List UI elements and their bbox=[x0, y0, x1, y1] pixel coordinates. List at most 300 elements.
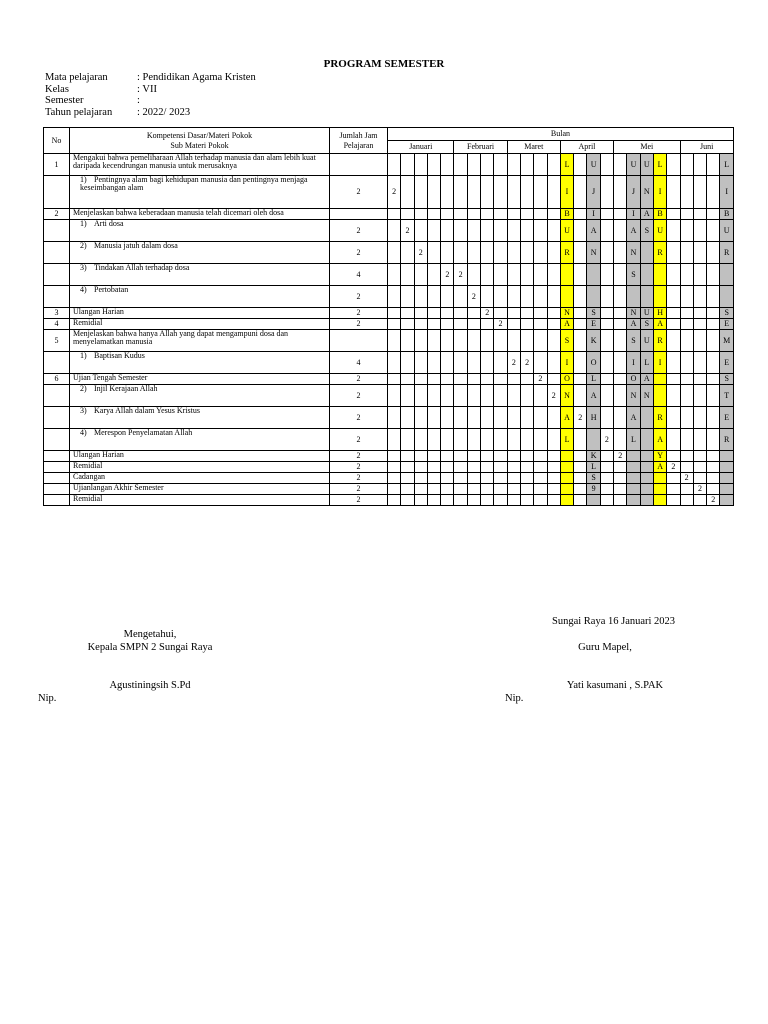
jam-cell: 2 bbox=[330, 495, 388, 506]
week-cell bbox=[547, 154, 560, 176]
week-cell bbox=[600, 385, 613, 407]
week-cell bbox=[667, 451, 680, 462]
calendar-letter-cell bbox=[653, 495, 666, 506]
calendar-letter-cell bbox=[640, 242, 653, 264]
week-cell bbox=[401, 209, 414, 220]
week-cell bbox=[494, 220, 507, 242]
allocated-hours-cell: 2 bbox=[401, 220, 414, 242]
week-cell bbox=[547, 209, 560, 220]
row-number: 4 bbox=[44, 319, 70, 330]
week-cell bbox=[467, 407, 480, 429]
week-cell bbox=[481, 374, 494, 385]
week-cell bbox=[693, 473, 706, 484]
allocated-hours-cell: 2 bbox=[494, 319, 507, 330]
week-cell bbox=[427, 451, 440, 462]
week-cell bbox=[481, 451, 494, 462]
week-cell bbox=[520, 176, 533, 209]
week-cell bbox=[667, 209, 680, 220]
week-cell bbox=[600, 352, 613, 374]
info-row-class bbox=[45, 84, 256, 96]
week-cell bbox=[467, 330, 480, 352]
calendar-letter-cell: N bbox=[640, 385, 653, 407]
week-cell bbox=[707, 154, 720, 176]
row-number bbox=[44, 385, 70, 407]
week-cell bbox=[507, 286, 520, 308]
signature-acknowledged: Mengetahui, bbox=[123, 629, 177, 640]
week-cell bbox=[600, 374, 613, 385]
row-number: 3 bbox=[44, 308, 70, 319]
row-number: 6 bbox=[44, 374, 70, 385]
calendar-letter-cell: T bbox=[720, 385, 734, 407]
week-cell bbox=[600, 319, 613, 330]
week-cell bbox=[494, 209, 507, 220]
sub-number: 1) bbox=[80, 175, 87, 184]
week-cell bbox=[520, 407, 533, 429]
calendar-letter-cell: A bbox=[627, 220, 640, 242]
allocated-hours-cell: 2 bbox=[680, 473, 693, 484]
week-cell bbox=[414, 154, 427, 176]
week-cell bbox=[680, 154, 693, 176]
calendar-letter-cell bbox=[640, 429, 653, 451]
week-cell bbox=[534, 451, 547, 462]
sub-number: 4) bbox=[80, 285, 87, 294]
info-row-subject bbox=[45, 72, 256, 84]
week-cell bbox=[614, 462, 627, 473]
week-cell bbox=[414, 385, 427, 407]
calendar-letter-cell: S bbox=[560, 330, 573, 352]
week-cell bbox=[401, 407, 414, 429]
week-cell bbox=[680, 374, 693, 385]
week-cell bbox=[534, 462, 547, 473]
week-cell bbox=[707, 462, 720, 473]
week-cell bbox=[707, 451, 720, 462]
week-cell bbox=[494, 473, 507, 484]
week-cell bbox=[388, 209, 401, 220]
week-cell bbox=[467, 242, 480, 264]
week-cell bbox=[507, 462, 520, 473]
week-cell bbox=[414, 330, 427, 352]
jam-cell: 4 bbox=[330, 264, 388, 286]
week-cell bbox=[467, 352, 480, 374]
calendar-letter-cell bbox=[640, 407, 653, 429]
sub-materi-cell bbox=[70, 220, 330, 242]
week-cell bbox=[507, 407, 520, 429]
week-cell bbox=[507, 429, 520, 451]
jam-cell bbox=[330, 330, 388, 352]
week-cell bbox=[614, 484, 627, 495]
week-cell bbox=[427, 154, 440, 176]
week-cell bbox=[520, 154, 533, 176]
week-cell bbox=[680, 429, 693, 451]
calendar-letter-cell: L bbox=[587, 462, 600, 473]
week-cell bbox=[441, 330, 454, 352]
allocated-hours-cell: 2 bbox=[388, 176, 401, 209]
row-text: Ujianlangan Akhir Semester bbox=[73, 483, 164, 492]
week-cell bbox=[680, 220, 693, 242]
calendar-letter-cell bbox=[653, 385, 666, 407]
week-cell bbox=[667, 385, 680, 407]
calendar-letter-cell: A bbox=[653, 462, 666, 473]
week-cell bbox=[600, 286, 613, 308]
header-jam-line2: Pelajaran bbox=[343, 140, 374, 150]
week-cell bbox=[693, 319, 706, 330]
sub-materi-cell bbox=[70, 286, 330, 308]
week-cell bbox=[388, 154, 401, 176]
week-cell bbox=[693, 495, 706, 506]
calendar-letter-cell bbox=[640, 286, 653, 308]
week-cell bbox=[441, 473, 454, 484]
calendar-letter-cell bbox=[627, 484, 640, 495]
table-row bbox=[44, 374, 734, 385]
week-cell bbox=[494, 154, 507, 176]
row-text: Pertobatan bbox=[94, 285, 129, 294]
calendar-letter-cell: Y bbox=[653, 451, 666, 462]
week-cell bbox=[547, 286, 560, 308]
week-cell bbox=[574, 352, 587, 374]
week-cell bbox=[600, 176, 613, 209]
allocated-hours-cell: 2 bbox=[481, 308, 494, 319]
week-cell bbox=[693, 242, 706, 264]
week-cell bbox=[441, 451, 454, 462]
week-cell bbox=[667, 220, 680, 242]
week-cell bbox=[441, 154, 454, 176]
row-number bbox=[44, 242, 70, 264]
week-cell bbox=[441, 462, 454, 473]
jam-cell: 2 bbox=[330, 374, 388, 385]
week-cell bbox=[467, 308, 480, 319]
week-cell bbox=[707, 264, 720, 286]
week-cell bbox=[388, 473, 401, 484]
week-cell bbox=[441, 209, 454, 220]
signature-teacher-name: Yati kasumani , S.PAK bbox=[566, 680, 664, 691]
row-text: Mengakui bahwa pemeliharaan Allah terhadap manusia dan alam lebih kuat daripada kecendrungan manusia untuk merusaknya bbox=[73, 153, 316, 171]
week-cell bbox=[507, 220, 520, 242]
row-number bbox=[44, 473, 70, 484]
row-text: Menjelaskan bahwa hanya Allah yang dapat mengampuni dosa dan menyelamatkan manusia bbox=[73, 329, 289, 347]
week-cell bbox=[520, 242, 533, 264]
signature-principal-nip: Nip. bbox=[38, 693, 57, 704]
week-cell bbox=[441, 385, 454, 407]
kompetensi-cell bbox=[70, 209, 330, 220]
week-cell bbox=[547, 242, 560, 264]
week-cell bbox=[427, 308, 440, 319]
calendar-letter-cell bbox=[587, 264, 600, 286]
week-cell bbox=[494, 429, 507, 451]
week-cell bbox=[401, 473, 414, 484]
kompetensi-cell bbox=[70, 308, 330, 319]
calendar-letter-cell bbox=[653, 286, 666, 308]
calendar-letter-cell: E bbox=[587, 319, 600, 330]
calendar-letter-cell bbox=[720, 286, 734, 308]
row-text: Pentingnya alam bagi kehidupan manusia dan pentingnya menjaga keseimbangan alam bbox=[80, 175, 308, 193]
calendar-letter-cell: U bbox=[587, 154, 600, 176]
signature-place-date: Sungai Raya 16 Januari 2023 bbox=[552, 616, 676, 627]
sub-materi-cell bbox=[70, 242, 330, 264]
week-cell bbox=[441, 308, 454, 319]
kompetensi-cell bbox=[70, 374, 330, 385]
calendar-letter-cell: B bbox=[560, 209, 573, 220]
week-cell bbox=[574, 374, 587, 385]
row-number bbox=[44, 264, 70, 286]
kompetensi-cell bbox=[70, 451, 330, 462]
week-cell bbox=[388, 220, 401, 242]
week-cell bbox=[401, 495, 414, 506]
calendar-letter-cell: R bbox=[560, 242, 573, 264]
week-cell bbox=[481, 209, 494, 220]
week-cell bbox=[401, 264, 414, 286]
calendar-letter-cell: N bbox=[560, 308, 573, 319]
row-number bbox=[44, 429, 70, 451]
week-cell bbox=[534, 220, 547, 242]
week-cell bbox=[481, 352, 494, 374]
week-cell bbox=[534, 407, 547, 429]
week-cell bbox=[427, 330, 440, 352]
week-cell bbox=[401, 154, 414, 176]
calendar-letter-cell bbox=[560, 451, 573, 462]
week-cell bbox=[574, 385, 587, 407]
week-cell bbox=[600, 242, 613, 264]
calendar-letter-cell bbox=[720, 451, 734, 462]
week-cell bbox=[454, 374, 467, 385]
info-label: Mata pelajaran bbox=[45, 72, 108, 83]
week-cell bbox=[547, 407, 560, 429]
calendar-letter-cell: A bbox=[560, 319, 573, 330]
week-cell bbox=[547, 484, 560, 495]
week-cell bbox=[547, 352, 560, 374]
row-text: Remidial bbox=[73, 494, 103, 503]
week-cell bbox=[507, 473, 520, 484]
calendar-letter-cell bbox=[640, 473, 653, 484]
subject-info bbox=[45, 72, 256, 118]
week-cell bbox=[614, 352, 627, 374]
week-cell bbox=[667, 308, 680, 319]
week-cell bbox=[614, 209, 627, 220]
allocated-hours-cell: 2 bbox=[414, 242, 427, 264]
week-cell bbox=[600, 462, 613, 473]
week-cell bbox=[707, 385, 720, 407]
calendar-letter-cell: H bbox=[587, 407, 600, 429]
week-cell bbox=[667, 374, 680, 385]
table-row bbox=[44, 209, 734, 220]
jam-cell: 2 bbox=[330, 407, 388, 429]
jam-cell: 2 bbox=[330, 220, 388, 242]
week-cell bbox=[534, 308, 547, 319]
week-cell bbox=[401, 462, 414, 473]
week-cell bbox=[454, 319, 467, 330]
document-title: PROGRAM SEMESTER bbox=[323, 58, 445, 70]
table-row bbox=[44, 407, 734, 429]
week-cell bbox=[494, 330, 507, 352]
week-cell bbox=[414, 484, 427, 495]
week-cell bbox=[388, 407, 401, 429]
week-cell bbox=[520, 264, 533, 286]
calendar-letter-cell bbox=[640, 451, 653, 462]
week-cell bbox=[600, 495, 613, 506]
week-cell bbox=[414, 220, 427, 242]
week-cell bbox=[481, 286, 494, 308]
week-cell bbox=[414, 209, 427, 220]
week-cell bbox=[467, 319, 480, 330]
table-row bbox=[44, 242, 734, 264]
calendar-letter-cell: I bbox=[627, 209, 640, 220]
sub-number: 1) bbox=[80, 219, 87, 228]
sub-materi-cell bbox=[70, 176, 330, 209]
info-value bbox=[137, 95, 140, 107]
calendar-letter-cell: L bbox=[560, 429, 573, 451]
signature-principal-name: Agustiningsih S.Pd bbox=[109, 680, 191, 691]
sub-number: 3) bbox=[80, 406, 87, 415]
week-cell bbox=[534, 209, 547, 220]
info-value: : VII bbox=[137, 84, 157, 96]
sub-materi-cell bbox=[70, 352, 330, 374]
week-cell bbox=[547, 462, 560, 473]
week-cell bbox=[481, 385, 494, 407]
week-cell bbox=[667, 429, 680, 451]
week-cell bbox=[481, 495, 494, 506]
info-label: Semester bbox=[45, 95, 84, 106]
jam-cell: 2 bbox=[330, 319, 388, 330]
calendar-letter-cell: 9 bbox=[587, 484, 600, 495]
week-cell bbox=[520, 286, 533, 308]
week-cell bbox=[534, 495, 547, 506]
calendar-letter-cell: A bbox=[627, 319, 640, 330]
row-number: 1 bbox=[44, 154, 70, 176]
week-cell bbox=[693, 385, 706, 407]
allocated-hours-cell: 2 bbox=[707, 495, 720, 506]
calendar-letter-cell bbox=[560, 495, 573, 506]
week-cell bbox=[707, 286, 720, 308]
week-cell bbox=[614, 385, 627, 407]
week-cell bbox=[707, 473, 720, 484]
jam-cell bbox=[330, 209, 388, 220]
week-cell bbox=[520, 308, 533, 319]
allocated-hours-cell: 2 bbox=[614, 451, 627, 462]
week-cell bbox=[507, 242, 520, 264]
week-cell bbox=[680, 352, 693, 374]
calendar-letter-cell: L bbox=[653, 154, 666, 176]
week-cell bbox=[614, 220, 627, 242]
week-cell bbox=[520, 209, 533, 220]
week-cell bbox=[547, 308, 560, 319]
week-cell bbox=[680, 308, 693, 319]
header-jam bbox=[330, 128, 388, 154]
sub-number: 1) bbox=[80, 351, 87, 360]
calendar-letter-cell bbox=[640, 462, 653, 473]
week-cell bbox=[388, 495, 401, 506]
week-cell bbox=[534, 286, 547, 308]
row-text: Remidial bbox=[73, 461, 103, 470]
table-row bbox=[44, 176, 734, 209]
week-cell bbox=[534, 242, 547, 264]
week-cell bbox=[494, 495, 507, 506]
week-cell bbox=[454, 385, 467, 407]
row-text: Ulangan Harian bbox=[73, 450, 124, 459]
week-cell bbox=[388, 330, 401, 352]
week-cell bbox=[680, 176, 693, 209]
table-row bbox=[44, 220, 734, 242]
calendar-letter-cell bbox=[587, 495, 600, 506]
week-cell bbox=[441, 220, 454, 242]
calendar-letter-cell bbox=[560, 286, 573, 308]
calendar-letter-cell bbox=[640, 484, 653, 495]
week-cell bbox=[547, 264, 560, 286]
allocated-hours-cell: 2 bbox=[467, 286, 480, 308]
allocated-hours-cell: 2 bbox=[693, 484, 706, 495]
week-cell bbox=[507, 451, 520, 462]
week-cell bbox=[667, 484, 680, 495]
calendar-letter-cell bbox=[640, 264, 653, 286]
week-cell bbox=[534, 385, 547, 407]
week-cell bbox=[534, 319, 547, 330]
signature-teacher-title: Guru Mapel, bbox=[578, 642, 632, 653]
week-cell bbox=[454, 242, 467, 264]
week-cell bbox=[441, 374, 454, 385]
calendar-letter-cell: A bbox=[640, 374, 653, 385]
week-cell bbox=[574, 462, 587, 473]
week-cell bbox=[441, 176, 454, 209]
week-cell bbox=[507, 385, 520, 407]
week-cell bbox=[401, 352, 414, 374]
week-cell bbox=[693, 407, 706, 429]
week-cell bbox=[534, 154, 547, 176]
month-maret: Maret bbox=[507, 141, 560, 154]
calendar-letter-cell bbox=[720, 473, 734, 484]
info-label: Tahun pelajaran bbox=[45, 106, 113, 118]
calendar-letter-cell: S bbox=[640, 220, 653, 242]
calendar-letter-cell bbox=[720, 484, 734, 495]
week-cell bbox=[520, 462, 533, 473]
week-cell bbox=[547, 429, 560, 451]
table-row bbox=[44, 473, 734, 484]
week-cell bbox=[667, 352, 680, 374]
row-text: Baptisan Kudus bbox=[94, 351, 145, 360]
week-cell bbox=[614, 473, 627, 484]
calendar-letter-cell: U bbox=[560, 220, 573, 242]
row-text: Arti dosa bbox=[94, 219, 124, 228]
week-cell bbox=[547, 176, 560, 209]
table-row bbox=[44, 352, 734, 374]
week-cell bbox=[388, 319, 401, 330]
jam-cell: 2 bbox=[330, 429, 388, 451]
row-number bbox=[44, 451, 70, 462]
week-cell bbox=[574, 495, 587, 506]
jam-cell: 2 bbox=[330, 473, 388, 484]
calendar-letter-cell: O bbox=[627, 374, 640, 385]
week-cell bbox=[520, 429, 533, 451]
week-cell bbox=[680, 286, 693, 308]
week-cell bbox=[427, 220, 440, 242]
week-cell bbox=[427, 484, 440, 495]
calendar-letter-cell: N bbox=[627, 308, 640, 319]
calendar-letter-cell: L bbox=[560, 154, 573, 176]
week-cell bbox=[534, 352, 547, 374]
row-number bbox=[44, 484, 70, 495]
week-cell bbox=[693, 209, 706, 220]
week-cell bbox=[614, 286, 627, 308]
table-row bbox=[44, 429, 734, 451]
week-cell bbox=[494, 462, 507, 473]
table-row bbox=[44, 308, 734, 319]
week-cell bbox=[614, 176, 627, 209]
week-cell bbox=[441, 242, 454, 264]
row-text: Ulangan Harian bbox=[73, 307, 124, 316]
calendar-letter-cell bbox=[560, 264, 573, 286]
info-row-semester bbox=[45, 95, 256, 107]
calendar-letter-cell: S bbox=[627, 264, 640, 286]
calendar-letter-cell: I bbox=[587, 209, 600, 220]
week-cell bbox=[467, 495, 480, 506]
info-label: Kelas bbox=[45, 83, 69, 95]
